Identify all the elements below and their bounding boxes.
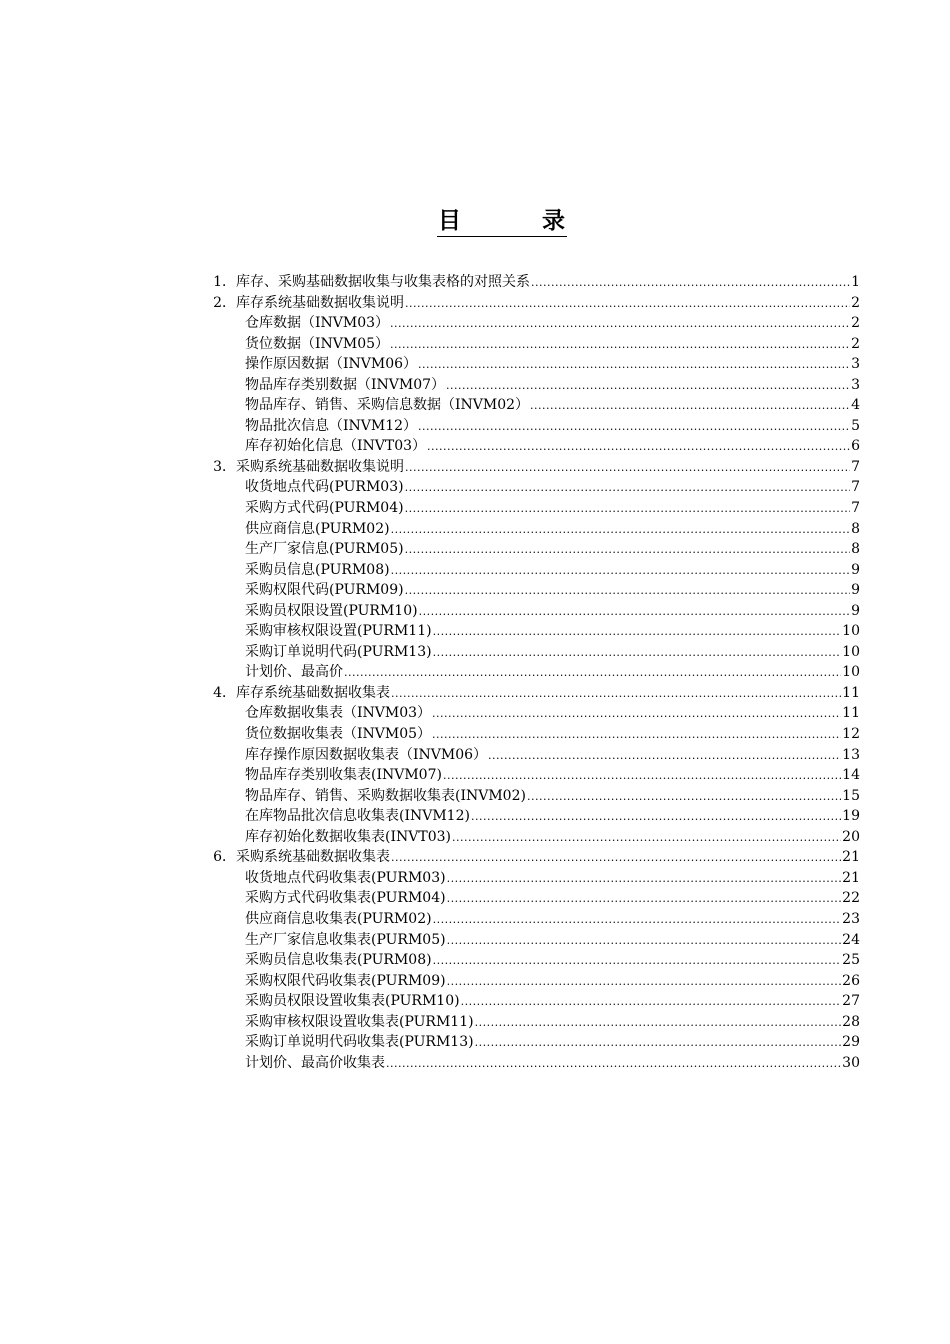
toc-entry-title: 采购员权限设置(PURM10) bbox=[245, 602, 418, 619]
toc-entry-page-number: 7 bbox=[851, 479, 860, 496]
toc-entry[interactable] bbox=[200, 991, 860, 1012]
toc-entry-title: 采购方式代码收集表(PURM04) bbox=[245, 890, 446, 907]
page-title bbox=[437, 206, 567, 237]
toc-dot-leader bbox=[471, 806, 841, 828]
toc-entry[interactable] bbox=[200, 498, 860, 519]
toc-entry-title: 库存初始化信息（INVT03） bbox=[245, 438, 427, 455]
toc-entry[interactable] bbox=[200, 806, 860, 827]
toc-entry-title: 物品库存类别数据（INVM07） bbox=[245, 376, 446, 393]
toc-entry-page-number: 9 bbox=[851, 561, 860, 578]
toc-entry-page-number: 23 bbox=[842, 910, 860, 927]
toc-dot-leader bbox=[531, 272, 850, 294]
toc-entry[interactable] bbox=[200, 436, 860, 457]
toc-entry-number: 4． bbox=[213, 684, 236, 701]
toc-entry-page-number: 2 bbox=[851, 294, 860, 311]
toc-dot-leader bbox=[432, 703, 841, 725]
toc-entry[interactable] bbox=[200, 745, 860, 766]
toc-entry-page-number: 11 bbox=[842, 705, 860, 722]
toc-dot-leader bbox=[405, 539, 850, 561]
toc-entry-page-number: 6 bbox=[851, 438, 860, 455]
toc-entry-title: 采购权限代码收集表(PURM09) bbox=[245, 972, 446, 989]
toc-entry-page-number: 7 bbox=[851, 500, 860, 517]
toc-entry[interactable] bbox=[200, 683, 860, 704]
toc-entry-title: 计划价、最高价 bbox=[245, 664, 343, 681]
toc-entry[interactable] bbox=[200, 580, 860, 601]
toc-entry-title: 库存初始化数据收集表(INVT03) bbox=[245, 828, 451, 845]
toc-entry-page-number: 30 bbox=[842, 1054, 860, 1071]
toc-entry-title: 物品库存类别收集表(INVM07) bbox=[245, 767, 442, 784]
toc-entry-page-number: 24 bbox=[842, 931, 860, 948]
toc-dot-leader bbox=[391, 847, 841, 869]
toc-dot-leader bbox=[432, 724, 841, 746]
toc-entry-title: 采购方式代码(PURM04) bbox=[245, 500, 404, 517]
toc-entry-title: 操作原因数据（INVM06） bbox=[245, 356, 418, 373]
toc-entry-title: 收货地点代码收集表(PURM03) bbox=[245, 869, 446, 886]
toc-dot-leader bbox=[405, 457, 850, 479]
toc-entry-page-number: 9 bbox=[851, 602, 860, 619]
toc-entry-title: 采购审核权限设置(PURM11) bbox=[245, 623, 432, 640]
toc-entry[interactable] bbox=[200, 888, 860, 909]
toc-entry-page-number: 2 bbox=[851, 315, 860, 332]
toc-dot-leader bbox=[391, 519, 850, 541]
toc-entry[interactable] bbox=[200, 272, 860, 293]
toc-entry-title: 物品库存、销售、采购信息数据（INVM02） bbox=[245, 397, 530, 414]
toc-entry[interactable] bbox=[200, 868, 860, 889]
toc-entry-title: 计划价、最高价收集表 bbox=[245, 1054, 385, 1071]
toc-dot-leader bbox=[443, 765, 841, 787]
toc-dot-leader bbox=[433, 950, 842, 972]
toc-entry-page-number: 10 bbox=[842, 623, 860, 640]
toc-dot-leader bbox=[418, 416, 850, 438]
toc-entry-title: 采购审核权限设置收集表(PURM11) bbox=[245, 1013, 474, 1030]
toc-entry[interactable] bbox=[200, 1012, 860, 1033]
toc-entry[interactable] bbox=[200, 293, 860, 314]
toc-dot-leader bbox=[386, 1053, 841, 1075]
toc-entry-page-number: 1 bbox=[851, 274, 860, 290]
toc-entry-page-number: 3 bbox=[851, 376, 860, 393]
toc-entry[interactable] bbox=[200, 1053, 860, 1074]
toc-entry-title: 库存操作原因数据收集表（INVM06） bbox=[245, 746, 488, 763]
toc-dot-leader bbox=[530, 395, 850, 417]
toc-entry-page-number: 22 bbox=[842, 890, 860, 907]
toc-entry-page-number: 25 bbox=[842, 952, 860, 969]
toc-entry-title: 采购员信息(PURM08) bbox=[245, 561, 390, 578]
toc-entry[interactable] bbox=[200, 724, 860, 745]
toc-entry[interactable] bbox=[200, 601, 860, 622]
toc-entry[interactable] bbox=[200, 621, 860, 642]
toc-entry[interactable] bbox=[200, 560, 860, 581]
toc-entry-title: 库存系统基础数据收集说明 bbox=[236, 294, 404, 311]
toc-entry-page-number: 27 bbox=[842, 993, 860, 1010]
toc-entry-page-number: 5 bbox=[851, 417, 860, 434]
toc-entry-title: 物品批次信息（INVM12） bbox=[245, 417, 418, 434]
toc-entry-page-number: 20 bbox=[842, 828, 860, 845]
toc-entry[interactable] bbox=[200, 971, 860, 992]
toc-dot-leader bbox=[447, 868, 842, 890]
toc-entry-page-number: 28 bbox=[842, 1013, 860, 1030]
toc-entry[interactable] bbox=[200, 519, 860, 540]
toc-entry[interactable] bbox=[200, 950, 860, 971]
toc-dot-leader bbox=[433, 909, 842, 931]
toc-entry-page-number: 4 bbox=[851, 397, 860, 414]
toc-entry[interactable] bbox=[200, 642, 860, 663]
toc-dot-leader bbox=[405, 498, 850, 520]
toc-entry-page-number: 21 bbox=[842, 869, 860, 886]
toc-dot-leader bbox=[475, 1012, 842, 1034]
toc-dot-leader bbox=[447, 930, 842, 952]
toc-entry[interactable] bbox=[200, 786, 860, 807]
toc-entry-title: 生产厂家信息收集表(PURM05) bbox=[245, 931, 446, 948]
toc-dot-leader bbox=[446, 375, 850, 397]
toc-dot-leader bbox=[390, 334, 850, 356]
toc-entry-title: 采购权限代码(PURM09) bbox=[245, 582, 404, 599]
toc-entry-title: 货位数据（INVM05） bbox=[245, 335, 390, 352]
toc-dot-leader bbox=[418, 354, 850, 376]
toc-entry[interactable] bbox=[200, 703, 860, 724]
toc-dot-leader bbox=[419, 601, 850, 623]
toc-entry-page-number: 26 bbox=[842, 972, 860, 989]
toc-entry[interactable] bbox=[200, 930, 860, 951]
toc-entry-page-number: 3 bbox=[851, 356, 860, 373]
toc-entry-title: 在库物品批次信息收集表(INVM12) bbox=[245, 808, 470, 825]
toc-dot-leader bbox=[461, 991, 842, 1013]
toc-entry-page-number: 12 bbox=[842, 726, 860, 743]
toc-entry-title: 仓库数据收集表（INVM03） bbox=[245, 705, 432, 722]
toc-entry-title: 采购员权限设置收集表(PURM10) bbox=[245, 993, 460, 1010]
table-of-contents bbox=[200, 272, 860, 1073]
toc-entry-page-number: 14 bbox=[842, 767, 860, 784]
toc-entry-number: 3． bbox=[213, 458, 236, 475]
toc-entry-page-number: 10 bbox=[842, 643, 860, 660]
toc-entry-page-number: 8 bbox=[851, 520, 860, 537]
toc-entry[interactable] bbox=[200, 354, 860, 375]
page-title-left: 目 bbox=[438, 207, 461, 234]
toc-entry-page-number: 15 bbox=[842, 787, 860, 804]
toc-dot-leader bbox=[391, 560, 850, 582]
toc-entry[interactable] bbox=[200, 375, 860, 396]
toc-entry-page-number: 10 bbox=[842, 664, 860, 681]
toc-dot-leader bbox=[344, 662, 841, 684]
page-title-right: 录 bbox=[542, 207, 565, 234]
toc-dot-leader bbox=[433, 642, 842, 664]
toc-dot-leader bbox=[391, 683, 841, 705]
toc-entry[interactable] bbox=[200, 909, 860, 930]
toc-entry[interactable] bbox=[200, 765, 860, 786]
toc-entry-number: 2． bbox=[213, 294, 236, 311]
toc-entry[interactable] bbox=[200, 477, 860, 498]
toc-entry-page-number: 7 bbox=[851, 458, 860, 475]
toc-entry-title: 收货地点代码(PURM03) bbox=[245, 479, 404, 496]
toc-entry-page-number: 9 bbox=[851, 582, 860, 599]
toc-dot-leader bbox=[390, 313, 850, 335]
toc-entry-title: 采购系统基础数据收集说明 bbox=[236, 458, 404, 475]
toc-entry[interactable] bbox=[200, 457, 860, 478]
toc-dot-leader bbox=[452, 827, 841, 849]
toc-dot-leader bbox=[405, 477, 850, 499]
toc-entry[interactable] bbox=[200, 827, 860, 848]
toc-entry[interactable] bbox=[200, 395, 860, 416]
toc-dot-leader bbox=[405, 580, 850, 602]
toc-dot-leader bbox=[447, 888, 842, 910]
toc-entry[interactable] bbox=[200, 1032, 860, 1053]
toc-entry-title: 采购订单说明代码(PURM13) bbox=[245, 643, 432, 660]
toc-dot-leader bbox=[527, 786, 841, 808]
toc-entry-title: 仓库数据（INVM03） bbox=[245, 315, 390, 332]
toc-entry-title: 库存、采购基础数据收集与收集表格的对照关系 bbox=[236, 274, 530, 290]
toc-entry-number: 1． bbox=[213, 274, 236, 290]
toc-entry-page-number: 11 bbox=[842, 684, 860, 701]
toc-entry-title: 货位数据收集表（INVM05） bbox=[245, 726, 432, 743]
toc-entry-title: 采购系统基础数据收集表 bbox=[236, 849, 390, 866]
toc-entry[interactable] bbox=[200, 313, 860, 334]
toc-entry-page-number: 19 bbox=[842, 808, 860, 825]
toc-entry-page-number: 29 bbox=[842, 1034, 860, 1051]
toc-entry-title: 物品库存、销售、采购数据收集表(INVM02) bbox=[245, 787, 526, 804]
toc-entry-page-number: 8 bbox=[851, 541, 860, 558]
toc-entry[interactable] bbox=[200, 847, 860, 868]
toc-entry-number: 6． bbox=[213, 849, 236, 866]
toc-entry[interactable] bbox=[200, 662, 860, 683]
toc-entry-page-number: 21 bbox=[842, 849, 860, 866]
toc-entry-page-number: 2 bbox=[851, 335, 860, 352]
toc-entry-title: 库存系统基础数据收集表 bbox=[236, 684, 390, 701]
toc-entry-title: 生产厂家信息(PURM05) bbox=[245, 541, 404, 558]
toc-entry-title: 采购订单说明代码收集表(PURM13) bbox=[245, 1034, 474, 1051]
toc-entry-title: 供应商信息收集表(PURM02) bbox=[245, 910, 432, 927]
toc-entry[interactable] bbox=[200, 539, 860, 560]
toc-entry-title: 采购员信息收集表(PURM08) bbox=[245, 952, 432, 969]
toc-entry[interactable] bbox=[200, 334, 860, 355]
toc-dot-leader bbox=[488, 745, 841, 767]
toc-dot-leader bbox=[433, 621, 842, 643]
toc-entry-title: 供应商信息(PURM02) bbox=[245, 520, 390, 537]
toc-dot-leader bbox=[475, 1032, 842, 1054]
toc-entry-page-number: 13 bbox=[842, 746, 860, 763]
toc-entry[interactable] bbox=[200, 416, 860, 437]
toc-dot-leader bbox=[447, 971, 842, 993]
toc-dot-leader bbox=[405, 293, 850, 315]
toc-dot-leader bbox=[427, 436, 850, 458]
